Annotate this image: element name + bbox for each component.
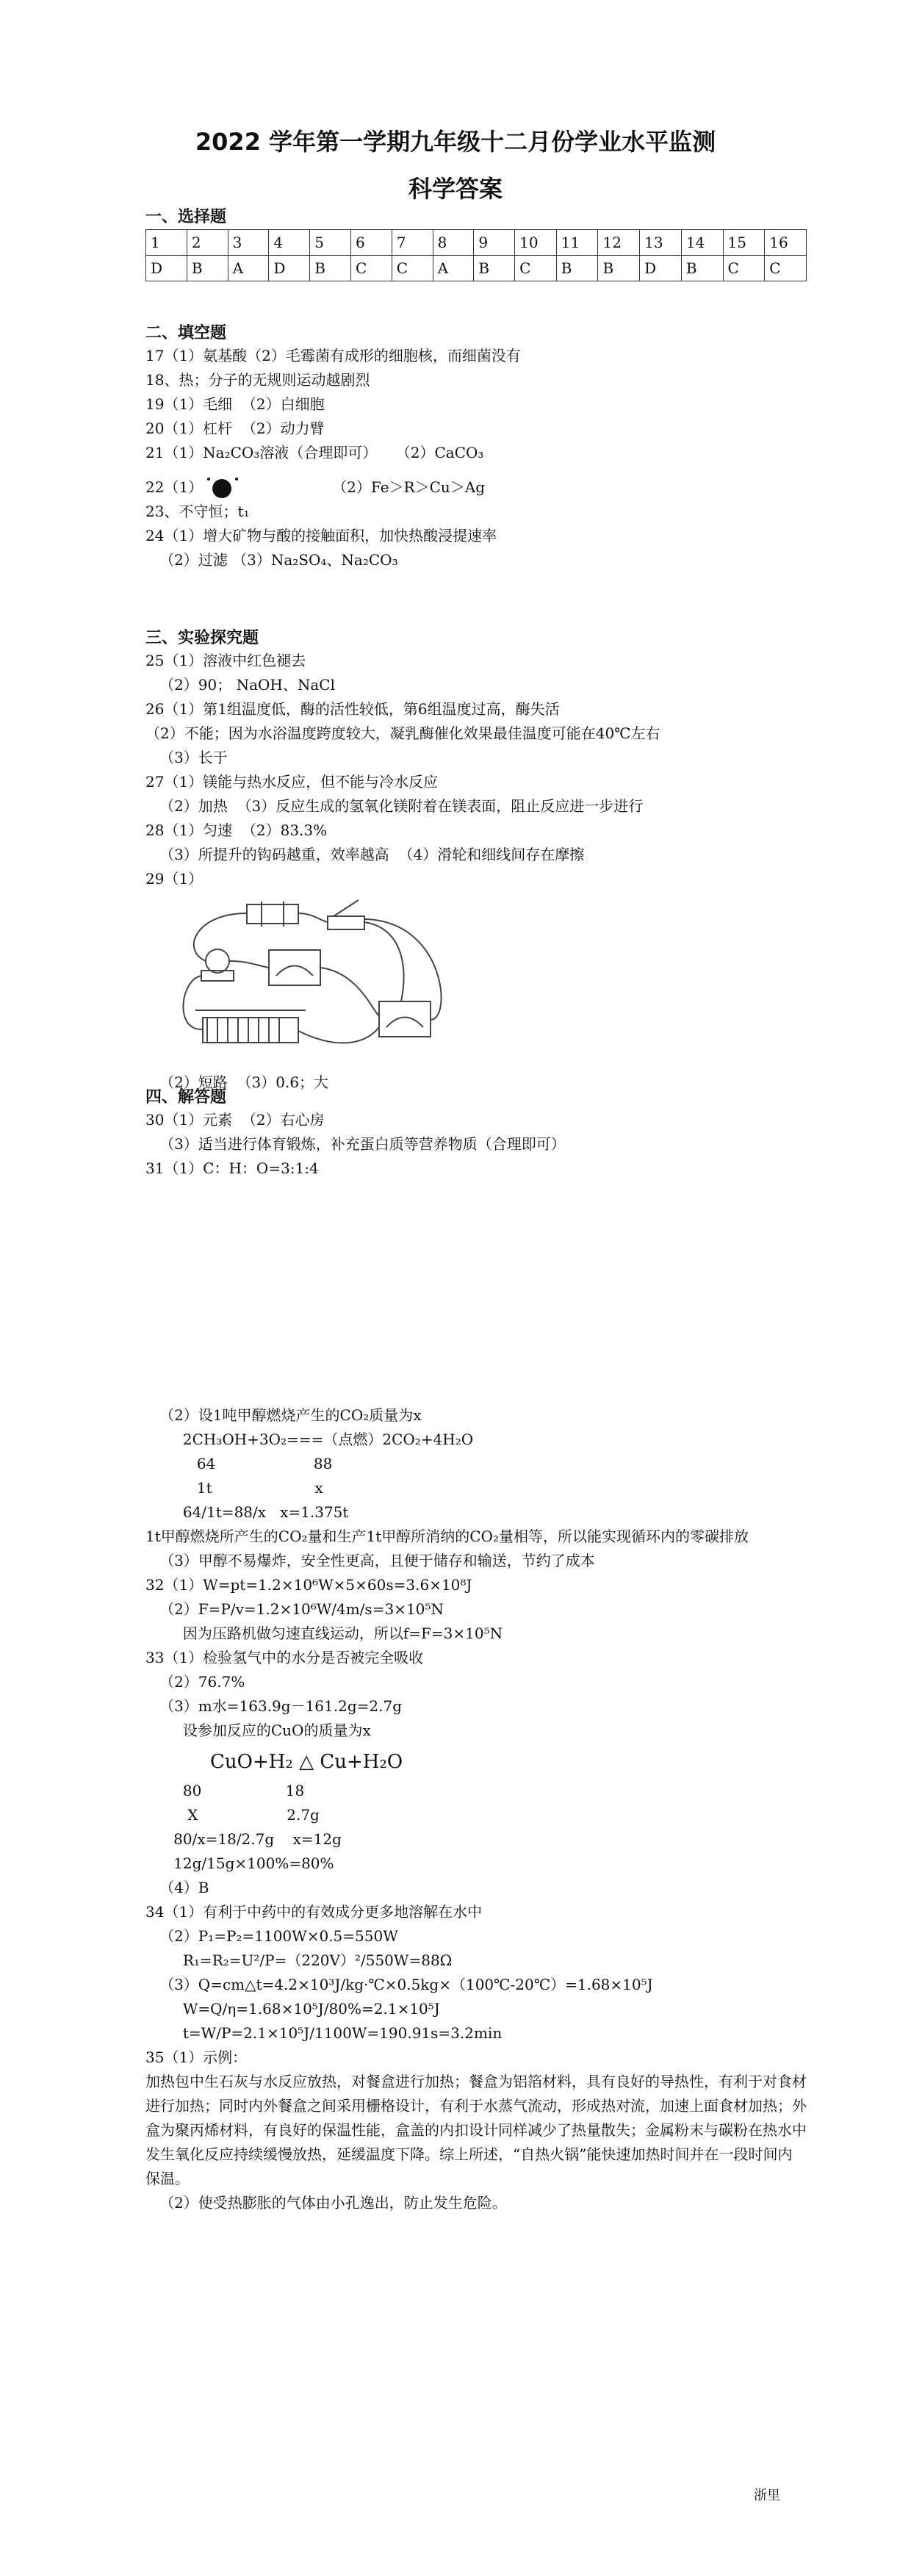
answer-line: 80/x=18/2.7g x=12g	[145, 1830, 342, 1848]
table-cell: 12	[598, 230, 640, 256]
table-cell: 15	[723, 230, 765, 256]
page-mark: 浙里	[754, 2488, 780, 2503]
table-cell: 2	[187, 230, 228, 256]
table-cell: C	[515, 256, 557, 281]
table-cell: 3	[228, 230, 269, 256]
answer-line: 22（1）	[145, 478, 204, 496]
answer-line: （2）90； NaOH、NaCl	[145, 676, 335, 694]
answer-line: 25（1）溶液中红色褪去	[145, 652, 306, 669]
table-cell: D	[640, 256, 682, 281]
table-cell: C	[350, 256, 392, 281]
answer-line: （2）短路 （3）0.6；大	[145, 1073, 329, 1091]
section-heading-experiment: 三、实验探究题	[145, 629, 259, 647]
answer-line: 1t甲醇燃烧所产生的CO₂量和生产1t甲醇所消纳的CO₂量相等，所以能实现循环内的零碳排放	[145, 1528, 749, 1545]
table-cell: B	[556, 256, 598, 281]
table-cell: 4	[269, 230, 310, 256]
answer-line: 29（1）	[145, 870, 204, 888]
answer-line: 24（1）增大矿物与酸的接触面积，加快热酸浸提速率	[145, 527, 497, 544]
table-cell: C	[392, 256, 433, 281]
circuit-diagram	[166, 891, 475, 1068]
table-row-numbers	[146, 230, 807, 256]
table-cell: 10	[515, 230, 557, 256]
answer-line: 33（1）检验氢气中的水分是否被完全吸收	[145, 1649, 424, 1666]
answer-line: （2）使受热膨胀的气体由小孔逸出，防止发生危险。	[145, 2194, 507, 2212]
answer-line: 27（1）镁能与热水反应，但不能与冷水反应	[145, 773, 439, 791]
chemical-equation: CuO+H₂ △ Cu+H₂O	[210, 1751, 403, 1773]
battery-shape	[247, 904, 298, 924]
answer-line: 21（1）Na₂CO₃溶液（合理即可） （2）CaCO₃	[145, 444, 484, 461]
answer-line: （3）适当进行体育锻炼，补充蛋白质等营养物质（合理即可）	[145, 1135, 566, 1153]
answer-line: 1t x	[145, 1479, 323, 1497]
table-cell: A	[433, 256, 474, 281]
answer-line: （3）长于	[145, 749, 228, 766]
bulb-shape	[206, 949, 229, 973]
table-cell: 7	[392, 230, 433, 256]
ammeter-shape	[269, 950, 320, 985]
table-cell: 14	[681, 230, 723, 256]
experiment-section	[145, 628, 807, 1095]
answer-line: 12g/15g×100%=80%	[145, 1854, 334, 1872]
answer-line: 设参加反应的CuO的质量为x	[145, 1721, 371, 1739]
table-cell: 11	[556, 230, 598, 256]
answer-line: （2）Fe＞R＞Cu＞Ag	[332, 478, 486, 496]
table-cell: 5	[310, 230, 351, 256]
table-cell: B	[187, 256, 228, 281]
answer-line: 17（1）氨基酸（2）毛霉菌有成形的细胞核，而细菌没有	[145, 347, 521, 364]
table-cell: 9	[474, 230, 515, 256]
answer-line: （3）所提升的钩码越重，效率越高 （4）滑轮和细线间存在摩擦	[145, 846, 585, 863]
answer-line: 34（1）有利于中药中的有效成分更多地溶解在水中	[145, 1903, 483, 1921]
document-title: 2022 学年第一学期九年级十二月份学业水平监测	[195, 128, 716, 156]
table-cell: B	[474, 256, 515, 281]
answer-paragraph: 加热包中生石灰与水反应放热，对餐盒进行加热；餐盒为铝箔材料，具有良好的导热性，有利于对食材进行加热；同时内外餐盒之间采用栅格设计，有利于水蒸气流动，形成热对流，加速上面食材加热；外盒为聚丙烯材料，有良好的保温性能，盒盖的内扣设计同样减少了热量散失；金属粉末与碳粉在热水中发生氧化反应持续缓慢放热，延缓温度下降。综上所述，“自热火锅”能快速加热时间并在一段时间内保温。	[145, 2073, 807, 2187]
answer-line: 18、热；分子的无规则运动越剧烈	[145, 371, 370, 389]
table-cell: 1	[146, 230, 187, 256]
table-cell: 6	[350, 230, 392, 256]
answer-line: 64/1t=88/x x=1.375t	[145, 1503, 349, 1521]
answer-line-22	[145, 475, 807, 500]
answer-line: 31（1）C：H：O=3:1:4	[145, 1159, 319, 1177]
table-cell: A	[228, 256, 269, 281]
answer-line: （3）甲醇不易爆炸，安全性更高，且便于储存和输送，节约了成本	[145, 1552, 595, 1569]
answer-line: （2）F=P/v=1.2×10⁶W/4m/s=3×10⁵N	[145, 1600, 444, 1618]
solve-section	[145, 1087, 807, 1181]
answer-line: 26（1）第1组温度低，酶的活性较低，第6组温度过高，酶失活	[145, 700, 560, 718]
table-cell: B	[681, 256, 723, 281]
answer-line: （2）加热 （3）反应生成的氢氧化镁附着在镁表面，阻止反应进一步进行	[145, 797, 644, 815]
voltmeter-shape	[379, 1001, 431, 1037]
table-cell: C	[765, 256, 807, 281]
answer-line: 30（1）元素 （2）右心房	[145, 1111, 325, 1129]
answer-line: R₁=R₂=U²/P=（220V）²/550W=88Ω	[145, 1951, 453, 1969]
section-heading-fill: 二、填空题	[145, 324, 227, 342]
table-cell: 13	[640, 230, 682, 256]
table-row-answers	[146, 256, 807, 281]
table-cell: D	[269, 256, 310, 281]
choice-answer-table	[145, 229, 807, 281]
answer-line: （3）m水=163.9g－161.2g=2.7g	[145, 1697, 403, 1715]
answer-line: （3）Q=cm△t=4.2×10³J/kg·℃×0.5kg×（100℃-20℃）=1.68×10⁵J	[145, 1976, 653, 1993]
answer-line: （2）P₁=P₂=1100W×0.5=550W	[145, 1927, 398, 1945]
solve-section-continued	[145, 1403, 807, 2215]
atom-model-icon	[203, 476, 244, 500]
table-cell: 8	[433, 230, 474, 256]
answer-line: 因为压路机做匀速直线运动，所以f=F=3×10⁵N	[145, 1625, 503, 1642]
answer-line: W=Q/η=1.68×10⁵J/80%=2.1×10⁵J	[145, 2000, 440, 2018]
answer-line: （2）不能；因为水浴温度跨度较大，凝乳酶催化效果最佳温度可能在40℃左右	[145, 724, 660, 742]
answer-line: t=W/P=2.1×10⁵J/1100W=190.91s=3.2min	[145, 2024, 503, 2042]
answer-line: 80 18	[145, 1782, 305, 1799]
switch-shape	[328, 916, 364, 929]
answer-line: 20（1）杠杆 （2）动力臂	[145, 420, 325, 437]
section-heading-solve: 四、解答题	[145, 1088, 227, 1107]
answer-line: X 2.7g	[145, 1806, 320, 1824]
answer-line: （2）76.7%	[145, 1673, 245, 1691]
choice-section	[145, 207, 807, 281]
answer-line: 64 88	[145, 1455, 333, 1472]
answer-line: （2）过滤 （3）Na₂SO₄、Na₂CO₃	[145, 551, 398, 569]
answer-line: （2）设1吨甲醇燃烧产生的CO₂质量为x	[145, 1406, 422, 1424]
answer-line: 2CH₃OH+3O₂===（点燃）2CO₂+4H₂O	[145, 1431, 474, 1448]
answer-line: 28（1）匀速 （2）83.3%	[145, 821, 328, 839]
table-cell: B	[310, 256, 351, 281]
table-cell: 16	[765, 230, 807, 256]
section-heading-choice: 一、选择题	[145, 208, 227, 226]
answer-line: （4）B	[145, 1879, 209, 1896]
table-cell: B	[598, 256, 640, 281]
answer-line: 32（1）W=pt=1.2×10⁶W×5×60s=3.6×10⁸J	[145, 1576, 472, 1594]
fill-section	[145, 323, 807, 572]
table-cell: D	[146, 256, 187, 281]
answer-line: 19（1）毛细 （2）白细胞	[145, 395, 325, 413]
answer-line: 35（1）示例：	[145, 2048, 248, 2066]
table-cell: C	[723, 256, 765, 281]
answer-line: 23、不守恒；t₁	[145, 503, 250, 520]
document-subtitle: 科学答案	[408, 175, 503, 203]
